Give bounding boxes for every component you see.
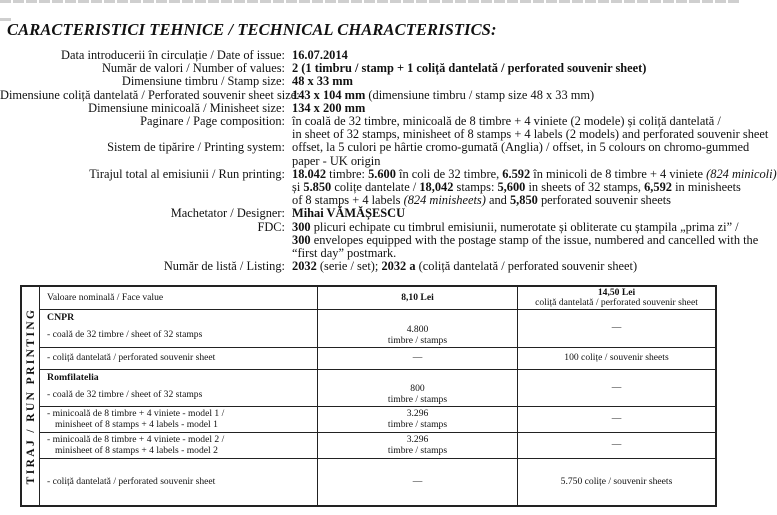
table-row bbox=[40, 407, 715, 433]
text-run: and bbox=[485, 193, 510, 208]
spec-line: paper - UK origin bbox=[292, 153, 381, 168]
spec-souvenir-sheet-size bbox=[0, 89, 750, 102]
row-label-line: - minicoală de 8 timbre + 4 viniete - model 2 / bbox=[47, 434, 225, 446]
dash-segment bbox=[689, 0, 700, 3]
value-number: 4.800 bbox=[406, 324, 429, 336]
dash-segment bbox=[481, 0, 492, 3]
bold-text: 2032 bbox=[292, 259, 317, 274]
dash-segment bbox=[637, 0, 648, 3]
dash-segment bbox=[299, 0, 310, 3]
dash-segment bbox=[429, 0, 440, 3]
bold-text: 6,592 bbox=[644, 180, 672, 195]
table-row bbox=[40, 370, 715, 407]
group-label-romfilatelia: Romfilatelia bbox=[47, 372, 99, 383]
dash-segment bbox=[52, 0, 63, 3]
row-label-line: minisheet of 8 stamps + 4 labels - model 1 bbox=[55, 418, 218, 430]
dash-segment bbox=[273, 0, 284, 3]
text-run: (serie / set); bbox=[316, 259, 382, 274]
table-header-row bbox=[40, 287, 715, 310]
row-value-8-10: — bbox=[317, 348, 517, 369]
spec-value: Mihai VĂMĂȘESCU bbox=[292, 206, 406, 221]
spec-fdc bbox=[0, 219, 759, 261]
dash-segment bbox=[338, 0, 349, 3]
text-run: plicuri echipate cu timbrul emisiunii, numerotate și obliterate cu ștampila „prima zi” / bbox=[310, 219, 739, 234]
spec-label: Sistem de tipărire / Printing system: bbox=[107, 140, 285, 155]
row-label: - coală de 32 timbre / sheet of 32 stamps bbox=[47, 388, 203, 400]
spec-value: 2 (1 timbru / stamp + 1 coliță dantelată / perforated souvenir sheet) bbox=[292, 61, 647, 76]
dash-segment bbox=[78, 0, 89, 3]
spec-value: 16.07.2014 bbox=[292, 48, 348, 62]
dash-segment bbox=[156, 0, 167, 3]
vertical-label-column bbox=[22, 287, 40, 505]
dash-segment bbox=[234, 0, 245, 3]
italic-text: (824 minisheets) bbox=[403, 193, 486, 208]
value-number: 3.296 bbox=[406, 408, 429, 420]
bold-text: 2032 a bbox=[381, 259, 416, 274]
bold-text: 18,042 bbox=[419, 180, 454, 195]
dash-segment bbox=[403, 0, 414, 3]
row-label bbox=[40, 407, 317, 432]
spec-value bbox=[292, 166, 777, 208]
dash-segment bbox=[182, 0, 193, 3]
text-run: colițe dantelate / bbox=[331, 180, 420, 195]
value-unit: timbre / stamps bbox=[387, 444, 448, 456]
value-number: 800 bbox=[410, 383, 425, 395]
table-row bbox=[40, 459, 715, 505]
table-row bbox=[40, 433, 715, 459]
dash-segment bbox=[702, 0, 713, 3]
spec-printing-system bbox=[0, 141, 750, 167]
bold-text: 5.600 bbox=[368, 166, 396, 181]
text-run: in sheets of 32 stamps, bbox=[525, 180, 645, 195]
spec-value: 134 x 200 mm bbox=[292, 100, 366, 115]
header-value: 14,50 Lei bbox=[597, 286, 636, 298]
dash-segment bbox=[611, 0, 622, 3]
spec-label: Data introducerii în circulație / Date of issue: bbox=[61, 48, 285, 62]
dash-segment bbox=[663, 0, 674, 3]
spec-label: Dimensiune timbru / Stamp size: bbox=[121, 74, 285, 89]
dash-segment bbox=[676, 0, 687, 3]
row-value-8-10 bbox=[317, 370, 517, 406]
row-label: - coliță dantelată / perforated souvenir sheet bbox=[47, 352, 216, 364]
dash-segment bbox=[494, 0, 505, 3]
spec-label: Număr de listă / Listing: bbox=[163, 259, 285, 274]
text-run: stamps: bbox=[453, 180, 498, 195]
spec-label: Număr de valori / Number of values: bbox=[101, 61, 285, 76]
value-unit: timbre / stamps bbox=[387, 334, 448, 346]
bold-text: 300 bbox=[292, 232, 311, 247]
text-run: in minisheets bbox=[672, 180, 741, 195]
italic-text: (824 minicoli) bbox=[706, 166, 777, 181]
dash-segment bbox=[0, 0, 11, 3]
dash-segment bbox=[520, 0, 531, 3]
text-run: în minicoli de 8 timbre + 4 viniete bbox=[530, 166, 707, 181]
row-label: - coală de 32 timbre / sheet of 32 stamps bbox=[47, 329, 203, 341]
dash-segment bbox=[143, 0, 154, 3]
dash-segment bbox=[325, 0, 336, 3]
text-run: envelopes equipped with the postage stamp of the issue, numbered and cancelled with the bbox=[310, 232, 759, 247]
value-unit: timbre / stamps bbox=[387, 393, 448, 405]
spec-value bbox=[292, 114, 769, 142]
spec-value bbox=[292, 89, 742, 102]
dash-segment bbox=[442, 0, 453, 3]
spec-line bbox=[292, 260, 742, 273]
spec-value bbox=[292, 140, 750, 168]
dash-segment bbox=[221, 0, 232, 3]
dash-segment bbox=[208, 0, 219, 3]
row-value-14-50: 100 colițe / souvenir sheets bbox=[517, 348, 715, 369]
spec-label: Paginare / Page composition: bbox=[140, 114, 285, 129]
value-unit: timbre / stamps bbox=[387, 418, 448, 430]
dash-segment bbox=[13, 0, 24, 3]
face-value-header: Valoare nominală / Face value bbox=[47, 291, 164, 303]
value-number: 3.296 bbox=[406, 434, 429, 446]
text-run: of 8 stamps + 4 labels bbox=[292, 193, 404, 208]
dash-segment bbox=[286, 0, 297, 3]
bold-text: 5.850 bbox=[303, 180, 332, 195]
spec-number-of-values bbox=[0, 62, 750, 75]
dash-segment bbox=[507, 0, 518, 3]
dash-segment bbox=[260, 0, 271, 3]
header-subtitle: coliță dantelată / perforated souvenir sheet bbox=[535, 297, 698, 308]
spec-label: Tirajul total al emisiunii / Run printing: bbox=[89, 166, 285, 181]
dash-segment bbox=[26, 0, 37, 3]
dash-segment bbox=[390, 0, 401, 3]
dash-segment bbox=[312, 0, 323, 3]
dash-segment bbox=[377, 0, 388, 3]
col-8-10-lei-header bbox=[317, 287, 517, 309]
row-value-14-50: 5.750 colițe / souvenir sheets bbox=[517, 459, 715, 505]
dash-segment bbox=[715, 0, 726, 3]
dash-segment bbox=[598, 0, 609, 3]
text-run: în coli de 32 timbre, bbox=[395, 166, 503, 181]
bold-text: 18.042 bbox=[292, 166, 327, 181]
dash-segment bbox=[728, 0, 739, 3]
spec-page-composition bbox=[0, 114, 769, 142]
text-run: și bbox=[292, 180, 304, 195]
top-dashed-border bbox=[0, 0, 750, 6]
row-label-line: minisheet of 8 stamps + 4 labels - model 2 bbox=[55, 444, 218, 456]
text-run: timbre: bbox=[326, 166, 369, 181]
dash-segment bbox=[650, 0, 661, 3]
dash-segment bbox=[195, 0, 206, 3]
spec-value: 48 x 33 mm bbox=[292, 74, 353, 89]
row-value-14-50: — bbox=[517, 370, 715, 406]
group-label-cnpr: CNPR bbox=[47, 312, 75, 323]
dash-segment bbox=[104, 0, 115, 3]
row-value-8-10: — bbox=[317, 459, 517, 505]
spec-line: în coală de 32 timbre, minicoală de 8 timbre + 4 viniete (2 modele) și coliță dantelată / bbox=[292, 114, 721, 129]
dash-segment bbox=[624, 0, 635, 3]
dash-segment bbox=[559, 0, 570, 3]
dash-segment bbox=[585, 0, 596, 3]
row-value-14-50: — bbox=[517, 407, 715, 432]
dash-segment bbox=[247, 0, 258, 3]
specs-list bbox=[0, 48, 777, 274]
dash-segment bbox=[546, 0, 557, 3]
dash-segment bbox=[130, 0, 141, 3]
bold-text: 5,600 bbox=[497, 180, 526, 195]
vertical-label: TIRAJ / RUN PRINTING bbox=[25, 307, 37, 485]
col-14-50-lei-header bbox=[517, 287, 715, 309]
spec-run-printing bbox=[0, 166, 777, 208]
bold-text: 5,850 bbox=[509, 193, 538, 208]
spec-value bbox=[292, 219, 759, 261]
bold-text: 6.592 bbox=[502, 166, 531, 181]
dash-segment bbox=[39, 0, 50, 3]
row-value-8-10 bbox=[317, 310, 517, 347]
dash-segment bbox=[169, 0, 180, 3]
text-run: “first day” postmark. bbox=[292, 246, 397, 261]
spec-value-bold: 143 x 104 mm bbox=[292, 87, 366, 102]
table-row bbox=[40, 310, 715, 348]
spec-value-rest: (dimensiune timbru / stamp size 48 x 33 mm) bbox=[365, 87, 595, 102]
dash-segment bbox=[65, 0, 76, 3]
dash-segment bbox=[117, 0, 128, 3]
dash-segment bbox=[455, 0, 466, 3]
row-value-8-10 bbox=[317, 407, 517, 432]
spec-line: in sheet of 32 stamps, minisheet of 8 stamps + 4 labels (2 models) and perforated souvenir sheet bbox=[292, 127, 769, 142]
spec-label: Dimensiune coliță dantelată / Perforated souvenir sheet size: bbox=[0, 87, 300, 102]
spec-label: FDC: bbox=[257, 219, 285, 234]
spec-listing bbox=[0, 260, 750, 273]
table-row bbox=[40, 348, 715, 370]
dash-segment bbox=[351, 0, 362, 3]
spec-line: offset, la 5 culori pe hârtie cromo-gumată (Anglia) / offset, in 5 colours on chromo-gummed bbox=[292, 140, 750, 155]
section-heading: CARACTERISTICI TEHNICE / TECHNICAL CHARACTERISTICS: bbox=[7, 20, 497, 39]
dash-segment bbox=[533, 0, 544, 3]
header-value: 8,10 Lei bbox=[401, 291, 434, 303]
row-value-14-50: — bbox=[517, 433, 715, 458]
spec-label: Dimensiune minicoală / Minisheet size: bbox=[88, 100, 285, 115]
row-label-line: - minicoală de 8 timbre + 4 viniete - model 1 / bbox=[47, 408, 225, 420]
dash-segment bbox=[468, 0, 479, 3]
dash-segment bbox=[364, 0, 375, 3]
dash-segment bbox=[416, 0, 427, 3]
run-printing-table bbox=[20, 285, 717, 507]
row-label bbox=[40, 433, 317, 458]
dash-segment bbox=[91, 0, 102, 3]
row-value-8-10 bbox=[317, 433, 517, 458]
text-run: perforated souvenir sheets bbox=[537, 193, 671, 208]
spec-label: Machetator / Designer: bbox=[170, 206, 285, 221]
dash-segment bbox=[572, 0, 583, 3]
text-run: (coliță dantelată / perforated souvenir sheet) bbox=[415, 259, 638, 274]
spec-value bbox=[292, 260, 742, 273]
row-value-14-50: — bbox=[517, 310, 715, 347]
row-label: - coliță dantelată / perforated souvenir sheet bbox=[47, 475, 216, 487]
bold-text: 300 bbox=[292, 219, 311, 234]
